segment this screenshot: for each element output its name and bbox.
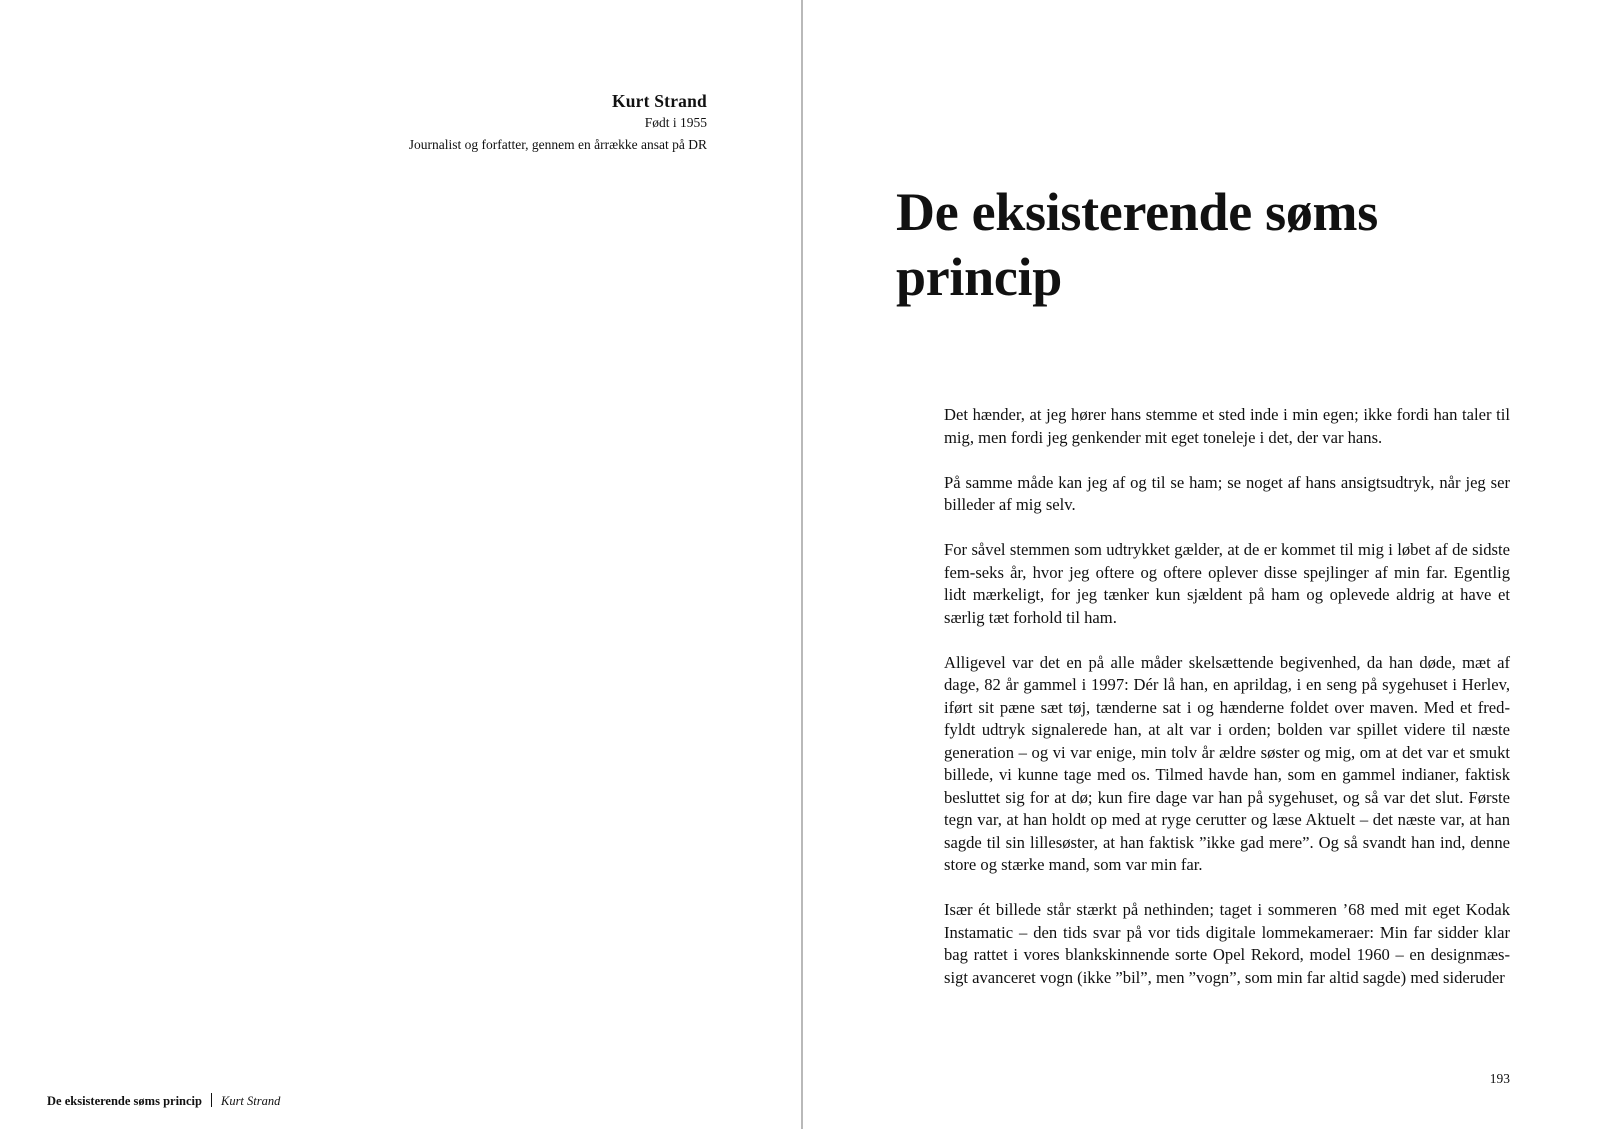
author-profession: Journalist og forfatter, gennem en årrække ansat på DR [408, 137, 707, 152]
article-body [944, 404, 1510, 1012]
author-born: Født i 1955 [644, 115, 707, 130]
article-title-line-2: princip [896, 247, 1062, 307]
body-paragraph-1: Det hænder, at jeg hører hans stemme et sted inde i min egen; ikke fordi han taler til mig, men fordi jeg genkender mit eget toneleje i det, der var hans. [944, 405, 1510, 447]
author-name: Kurt Strand [611, 91, 707, 111]
body-paragraph-2: På samme måde kan jeg af og til se ham; se noget af hans ansigtsudtryk, når jeg ser billeder af mig selv. [944, 472, 1510, 514]
footer-title: De eksisterende søms princip [47, 1094, 202, 1108]
body-paragraph-5: Især ét billede står stærkt på nethinden; taget i sommeren ’68 med mit eget Kodak Instamatic – den tids svar på vor tids digitale lommekameraer: Min far sidder klar bag rattet i vores blankskinnende sorte Opel Rekord, model 1960 – en designmæssigt avanceret vogn (ikke ”bil”, men ”vogn”, som min far altid sagde) med sideruder [944, 900, 1510, 987]
footer-separator [211, 1093, 212, 1107]
article-title-line-1: De eksisterende søms [896, 182, 1378, 242]
body-paragraph-4: Alligevel var det en på alle måder skelsættende begivenhed, da han døde, mæt af dage, 82 år gammel i 1997: Dér lå han, en aprildag, i en seng på sygehuset i Herlev, iført sit pæne sæt tøj, tænderne sat i og hænderne foldet over maven. Med et fredfyldt udtryk signalerede han, at alt var i orden; bolden var spillet videre til næste generation – og vi var enige, min tolv år ældre søster og mig, om at det var et smukt billede, vi kunne tage med os. Tilmed havde han, som en gammel indianer, faktisk besluttet sig for at dø; kun fire dage var han på sygehuset, og så var det slut. Første tegn var, at han holdt op med at ryge cerutter og læse Aktuelt – det næste var, at han sagde til sin lillesøster, at han faktisk ”ikke gad mere”. Og så svandt han ind, denne store og stærke mand, som var min far. [944, 652, 1510, 874]
author-info [287, 90, 707, 156]
article-title [896, 180, 1536, 310]
running-footer [47, 1093, 280, 1109]
book-spine [801, 0, 803, 1129]
footer-author: Kurt Strand [220, 1094, 281, 1108]
body-paragraph-3: For såvel stemmen som udtrykket gælder, at de er kommet til mig i løbet af de sidste fem-seks år, hvor jeg oftere og oftere oplever disse spejlinger af min far. Egentlig lidt mærkeligt, for jeg tænker kun sjældent på ham og oplevede aldrig at have et særlig tæt forhold til ham. [944, 540, 1510, 627]
page-number: 193 [1489, 1071, 1510, 1086]
